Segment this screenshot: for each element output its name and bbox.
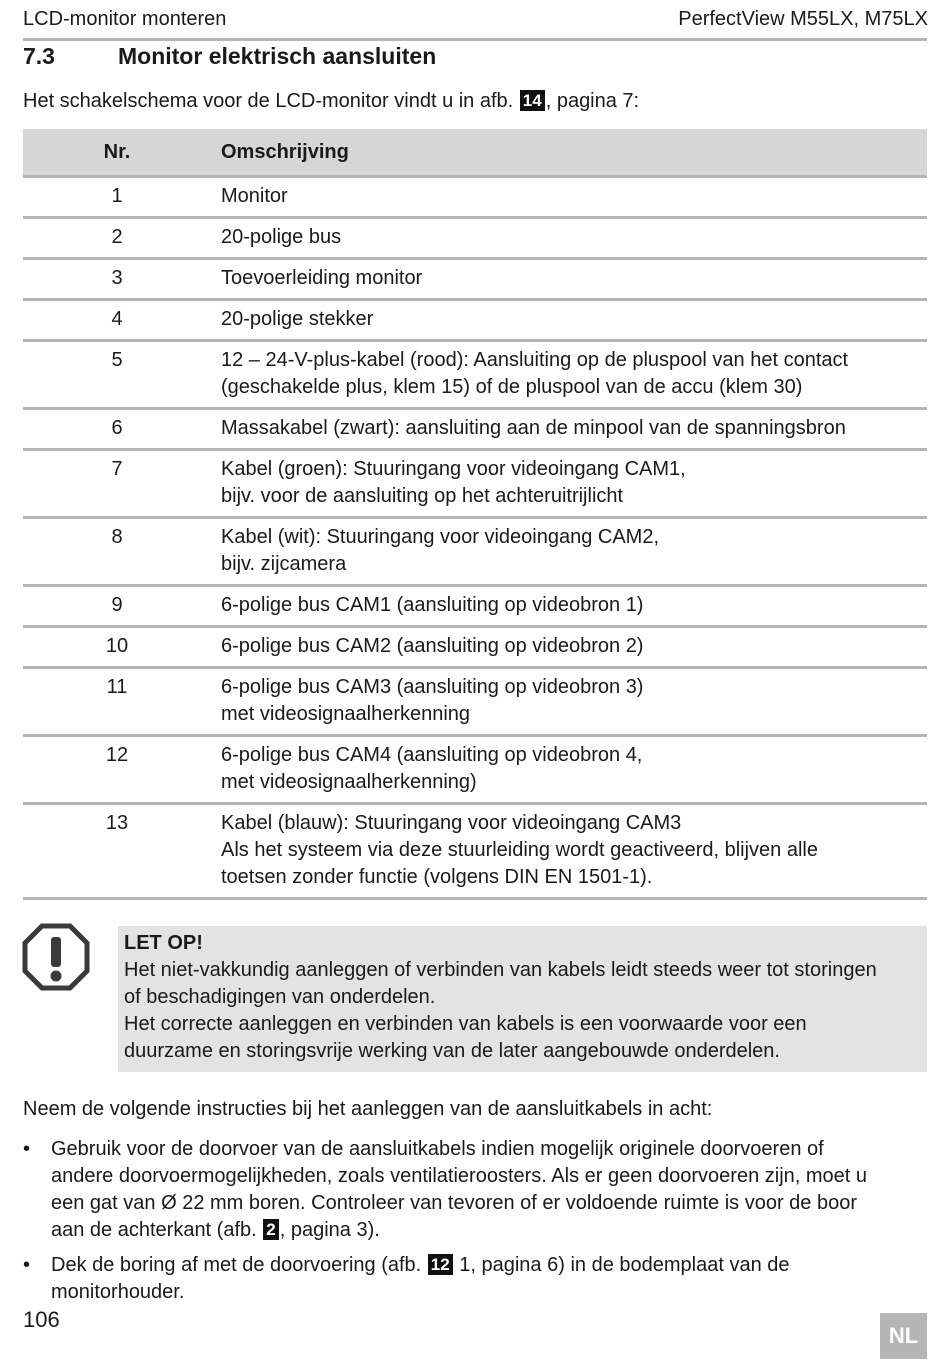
warning-title: LET OP! [124, 932, 203, 954]
intro-text-before: Het schakelschema voor de LCD-monitor vindt u in afb. [23, 90, 519, 112]
row-number: 8 [23, 518, 221, 586]
column-header-description: Omschrijving [221, 129, 927, 177]
bullet-text [51, 1252, 927, 1306]
row-number: 5 [23, 341, 221, 409]
figure-reference-badge: 14 [520, 90, 545, 111]
row-description [221, 409, 927, 450]
table-row [23, 518, 927, 586]
row-number: 10 [23, 627, 221, 668]
table-row [23, 300, 927, 341]
description-line: 12 – 24-V-plus-kabel (rood): Aansluiting op de pluspool van het contact [221, 349, 849, 371]
description-line: Als het systeem via deze stuurleiding wordt geactiveerd, blijven alle [221, 839, 818, 861]
table-row [23, 804, 927, 899]
bullet-line: andere doorvoermogelijkheden, zoals ventilatieroosters. Als er geen doorvoeren zijn, moet u [51, 1165, 868, 1187]
description-line: Kabel (wit): Stuuringang voor videoingang CAM2, [221, 526, 660, 548]
bullet-text-before: aan de achterkant (afb. [51, 1219, 263, 1241]
table-row [23, 409, 927, 450]
row-description [221, 627, 927, 668]
description-line: toetsen zonder functie (volgens DIN EN 1501-1). [221, 866, 653, 888]
description-line: met videosignaalherkenning [221, 703, 471, 725]
row-number: 11 [23, 668, 221, 736]
row-description [221, 259, 927, 300]
row-number: 12 [23, 736, 221, 804]
row-description [221, 668, 927, 736]
row-description [221, 341, 927, 409]
row-description [221, 804, 927, 899]
row-description [221, 300, 927, 341]
warning-line: duurzame en storingsvrije werking van de later aangebouwde onderdelen. [124, 1040, 780, 1062]
bullet-marker: • [23, 1138, 31, 1160]
description-line: 20-polige bus [221, 226, 342, 248]
row-number: 7 [23, 450, 221, 518]
instructions-intro: Neem de volgende instructies bij het aanleggen van de aansluitkabels in acht: [23, 1098, 713, 1120]
bullet-line [51, 1252, 927, 1279]
column-header-nr: Nr. [23, 129, 221, 177]
bullet-line: monitorhouder. [51, 1281, 185, 1303]
description-line: 20-polige stekker [221, 308, 374, 330]
description-line: 6-polige bus CAM3 (aansluiting op videobron 3) [221, 676, 644, 698]
section-title: Monitor elektrisch aansluiten [118, 43, 437, 69]
table-row [23, 668, 927, 736]
figure-reference-badge: 12 [428, 1254, 453, 1275]
bullet-text-after: 1, pagina 6) in de bodemplaat van de [453, 1254, 790, 1276]
row-number: 2 [23, 218, 221, 259]
description-line: Kabel (blauw): Stuuringang voor videoingang CAM3 [221, 812, 682, 834]
description-line: Toevoerleiding monitor [221, 267, 423, 289]
row-number: 4 [23, 300, 221, 341]
warning-line: of beschadigingen van onderdelen. [124, 986, 436, 1008]
row-description [221, 177, 927, 218]
language-badge: NL [880, 1313, 927, 1359]
row-number: 13 [23, 804, 221, 899]
description-line: Massakabel (zwart): aansluiting aan de minpool van de spanningsbron [221, 417, 846, 439]
bullet-item [23, 1136, 927, 1244]
table-row [23, 450, 927, 518]
description-line: met videosignaalherkenning) [221, 771, 477, 793]
row-description [221, 736, 927, 804]
warning-line: Het correcte aanleggen en verbinden van kabels is een voorwaarde voor een [124, 1013, 807, 1035]
table-body [23, 177, 927, 899]
table-row [23, 627, 927, 668]
header-divider [23, 38, 927, 41]
running-header-left: LCD-monitor monteren [23, 8, 227, 30]
description-line: 6-polige bus CAM2 (aansluiting op videobron 2) [221, 635, 644, 657]
warning-box [118, 926, 927, 1072]
table-row [23, 586, 927, 627]
bullet-item [23, 1252, 927, 1306]
description-line: bijv. zijcamera [221, 553, 347, 575]
table-row [23, 177, 927, 218]
description-line: (geschakelde plus, klem 15) of de pluspool van de accu (klem 30) [221, 376, 803, 398]
row-number: 6 [23, 409, 221, 450]
row-number: 3 [23, 259, 221, 300]
bullet-text-before: Dek de boring af met de doorvoering (afb. [51, 1254, 427, 1276]
bullet-line: Gebruik voor de doorvoer van de aansluitkabels indien mogelijk originele doorvoeren of [51, 1138, 824, 1160]
row-number: 9 [23, 586, 221, 627]
running-header-right: PerfectView M55LX, M75LX [678, 8, 928, 30]
warning-exclamation-icon [22, 923, 90, 993]
table-header-row [23, 129, 927, 177]
table-row [23, 218, 927, 259]
description-line: 6-polige bus CAM4 (aansluiting op videobron 4, [221, 744, 643, 766]
table-row [23, 341, 927, 409]
table-row [23, 259, 927, 300]
intro-text-after: , pagina 7: [545, 90, 640, 112]
figure-reference-badge: 2 [263, 1219, 278, 1240]
description-line: Kabel (groen): Stuuringang voor videoingang CAM1, [221, 458, 686, 480]
description-line: 6-polige bus CAM1 (aansluiting op videobron 1) [221, 594, 644, 616]
description-line: bijv. voor de aansluiting op het achteruitrijlicht [221, 485, 624, 507]
row-number: 1 [23, 177, 221, 218]
bullet-line: een gat van Ø 22 mm boren. Controleer van tevoren of er voldoende ruimte is voor de boor [51, 1192, 858, 1214]
bullet-text-after: , pagina 3). [279, 1219, 380, 1241]
section-number: 7.3 [23, 43, 55, 69]
table-row [23, 736, 927, 804]
row-description [221, 450, 927, 518]
bullet-marker: • [23, 1254, 31, 1276]
row-description [221, 218, 927, 259]
row-description [221, 586, 927, 627]
warning-line: Het niet-vakkundig aanleggen of verbinden van kabels leidt steeds weer tot storingen [124, 959, 877, 981]
description-line: Monitor [221, 185, 288, 207]
bullet-line [51, 1217, 927, 1244]
row-description [221, 518, 927, 586]
intro-paragraph [23, 90, 639, 113]
bullet-text [51, 1136, 927, 1244]
connection-table [23, 129, 927, 900]
page-number: 106 [23, 1307, 60, 1332]
